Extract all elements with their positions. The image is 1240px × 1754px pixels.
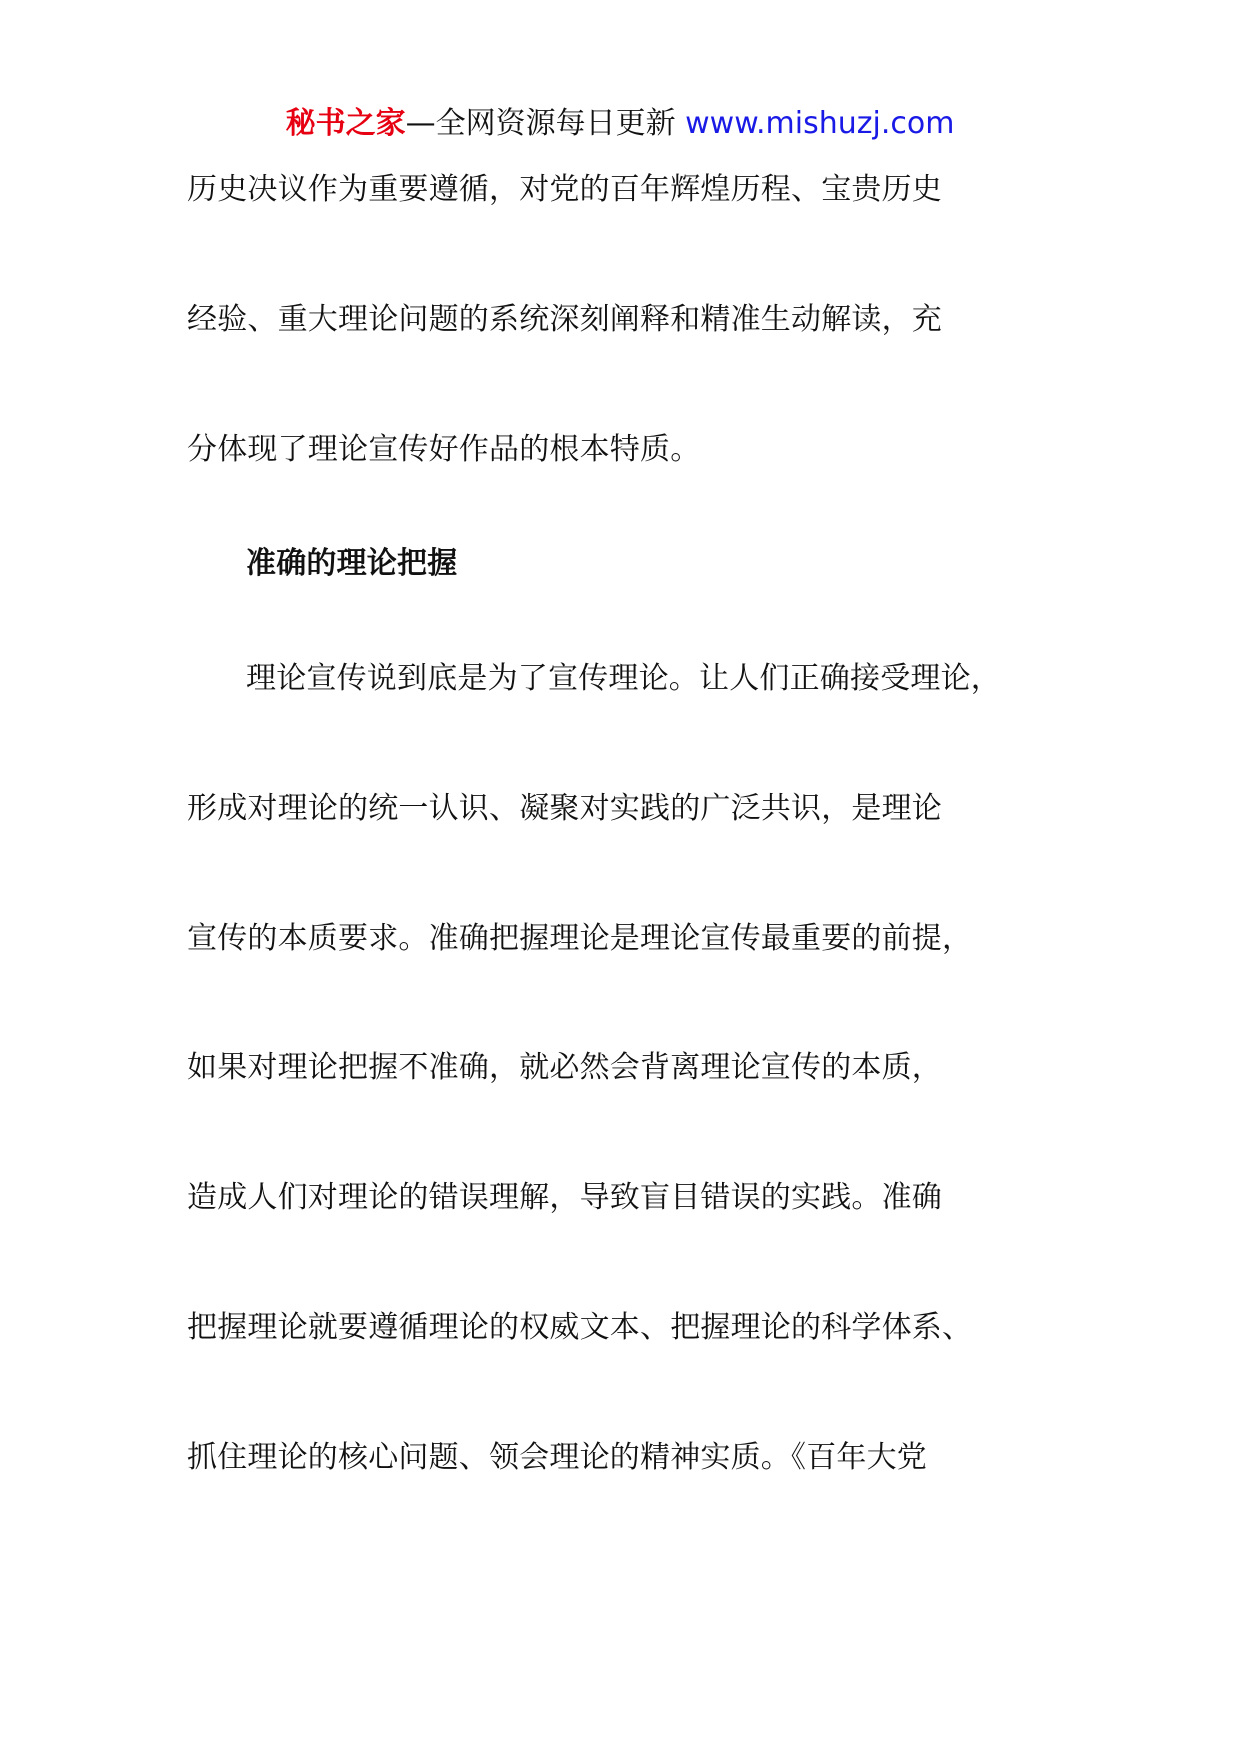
section-heading: 准确的理论把握 [246,546,458,581]
body-text-line: 造成人们对理论的错误理解，导致盲目错误的实践。准确 [187,1180,942,1215]
body-text-line: 理论宣传说到底是为了宣传理论。让人们正确接受理论， [246,661,1001,696]
body-text-line: 宣传的本质要求。准确把握理论是理论宣传最重要的前提， [187,921,973,956]
brand-name: 秘书之家 [285,106,406,141]
body-text-line: 分体现了理论宣传好作品的根本特质。 [187,432,701,467]
header-tagline: —全网资源每日更新 [405,106,676,141]
body-text-line: 历史决议作为重要遵循，对党的百年辉煌历程、宝贵历史 [187,172,942,207]
site-url-link[interactable]: www.mishuzj.com [685,106,955,141]
body-text-line: 形成对理论的统一认识、凝聚对实践的广泛共识，是理论 [187,791,942,826]
body-text-line: 把握理论就要遵循理论的权威文本、把握理论的科学体系、 [187,1310,973,1345]
body-text-line: 抓住理论的核心问题、领会理论的精神实质。《百年大党 [187,1440,927,1475]
body-text-line: 经验、重大理论问题的系统深刻阐释和精准生动解读，充 [187,302,942,337]
site-header [0,104,1240,144]
body-text-line: 如果对理论把握不准确，就必然会背离理论宣传的本质， [187,1050,942,1085]
